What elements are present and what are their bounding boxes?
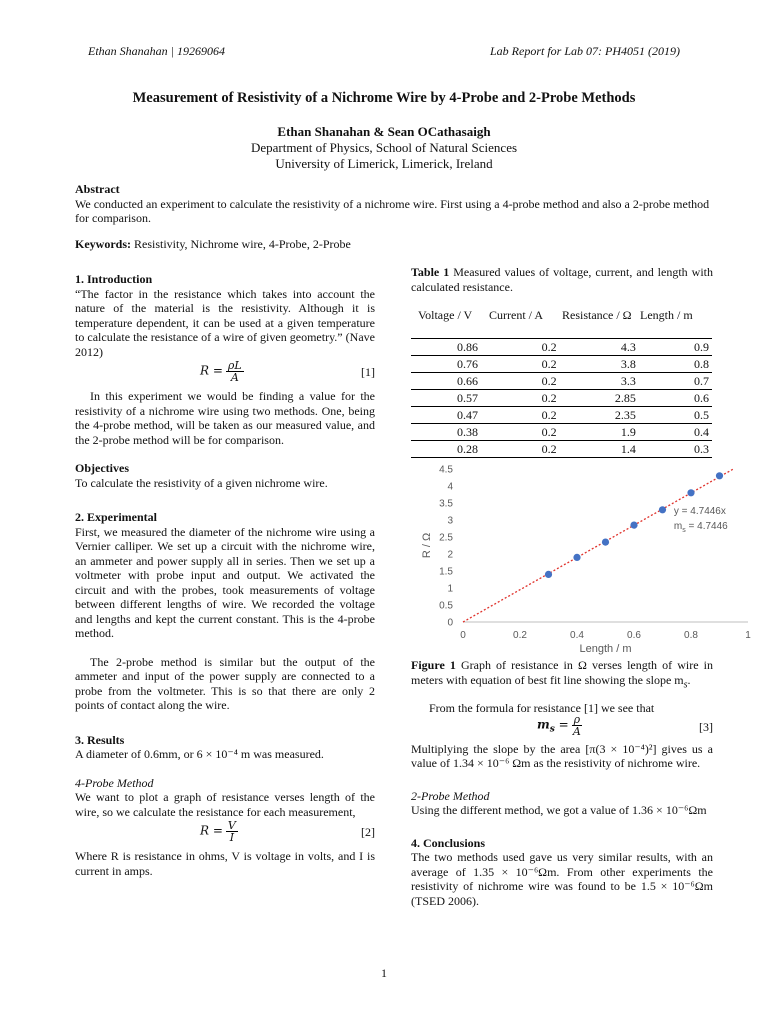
- figure-caption: [411, 658, 713, 692]
- keywords: [75, 237, 715, 252]
- table-cell: 0.2: [481, 424, 560, 441]
- resistance-length-chart: [408, 455, 768, 655]
- data-point: [545, 571, 552, 578]
- experimental-para2: The 2-probe method is similar but the output of the ammeter and input of the power supply are connected to a probe from the voltmeter. This is so that there are only 2 points of contact along the wire.: [75, 654, 375, 712]
- table-row: [411, 339, 712, 356]
- eq1-denominator: A: [230, 371, 239, 384]
- table-cell: 0.4: [639, 424, 712, 441]
- eq2-tag: [2]: [361, 825, 375, 839]
- data-point: [573, 554, 580, 561]
- table-cell: 0.2: [481, 373, 560, 390]
- data-point: [602, 539, 609, 546]
- x-tick-label: 0.2: [513, 630, 527, 641]
- header-lab: Lab Report for Lab 07: PH4051 (2019): [490, 44, 680, 58]
- abstract-text: We conducted an experiment to calculate the resistivity of a nichrome wire. First using a 4-probe method and also a 2-probe method for comparison.: [75, 196, 710, 225]
- figure-caption-end: .: [687, 672, 691, 687]
- page-number: 1: [381, 966, 387, 980]
- objectives-text: To calculate the resistivity of a given nichrome wire.: [75, 475, 328, 490]
- results-diameter: A diameter of 0.6mm, or 6 × 10⁻⁴ m was measured.: [75, 747, 324, 761]
- y-tick-label: 1: [447, 583, 453, 595]
- table-cell: 0.66: [411, 373, 481, 390]
- equation-2: [75, 819, 375, 849]
- data-table: [411, 338, 712, 458]
- abstract-heading: Abstract: [75, 182, 120, 196]
- y-tick-label: 3: [447, 515, 453, 527]
- conclusions-heading: 4. Conclusions: [411, 835, 486, 850]
- eq3-lhs: m: [537, 716, 550, 731]
- table-header-length: Length / m: [640, 308, 693, 322]
- table-header-resistance: Resistance / Ω: [562, 308, 632, 322]
- table-cell: 3.3: [560, 373, 639, 390]
- two-probe-heading: 2-Probe Method: [411, 788, 490, 803]
- table-cell: 0.3: [639, 441, 712, 458]
- y-tick-label: 4.5: [439, 464, 453, 476]
- eq3-numerator: ρ: [573, 712, 581, 726]
- eq2-numerator: V: [227, 819, 236, 832]
- objectives-heading: Objectives: [75, 461, 129, 475]
- eq3-tag: [3]: [699, 719, 713, 734]
- experimental-para1: First, we measured the diameter of the nichrome wire using a Vernier calliper. We set up a circuit with the nichrome wire, an ammeter and power supply all in series. Then we set up a voltmeter with probe input and output. We activated the circuit and with the probes, took measurements of voltage between different lengths of wire. We recorded the voltage and lengths and kept the current constant. This is the 4-probe method.: [75, 524, 375, 640]
- two-probe-text: Using the different method, we got a value of 1.36 × 10⁻⁶Ωm: [411, 803, 707, 817]
- table-row: [411, 407, 712, 424]
- x-tick-label: 0: [460, 630, 466, 641]
- y-tick-label: 4: [447, 481, 453, 493]
- data-point: [659, 506, 666, 513]
- table-cell: 1.4: [560, 441, 639, 458]
- trendline-slope-label: $m_s = 4.7446$: [673, 520, 728, 534]
- results-heading: 3. Results: [75, 732, 125, 747]
- eq2-fraction: [226, 820, 238, 843]
- figure-caption-label: Figure 1: [411, 658, 456, 672]
- experimental-heading: 2. Experimental: [75, 510, 157, 524]
- intro-heading: 1. Introduction: [75, 272, 153, 286]
- table-cell: 0.9: [639, 339, 712, 356]
- four-probe-heading: 4-Probe Method: [75, 775, 154, 790]
- table-cell: 0.6: [639, 390, 712, 407]
- data-point: [630, 522, 637, 529]
- table-row: [411, 424, 712, 441]
- table-cell: 0.2: [481, 390, 560, 407]
- table-cell: 0.2: [481, 356, 560, 373]
- data-point: [716, 472, 723, 479]
- table-cell: 0.8: [639, 356, 712, 373]
- intro-paragraph: In this experiment we would be finding a value for the resistivity of a nichrome wire using two methods. One, being the 4-probe method, will be taken as our measured value, and the 2-probe method will be for comparison.: [75, 389, 375, 447]
- keywords-label: Keywords:: [75, 237, 131, 251]
- table-cell: 4.3: [560, 339, 639, 356]
- table-cell: 0.2: [481, 407, 560, 424]
- table-caption-text: Measured values of voltage, current, and length with calculated resistance.: [411, 265, 713, 294]
- figure-caption-sub: s: [683, 678, 688, 690]
- keywords-text: Resistivity, Nichrome wire, 4-Probe, 2-Probe: [134, 237, 351, 251]
- table-header-voltage: Voltage / V: [418, 308, 473, 322]
- header-author: Ethan Shanahan | 19269064: [88, 44, 225, 58]
- eq3-sub: s: [549, 724, 555, 735]
- eq1-lhs: R =: [200, 363, 223, 378]
- author-department: Department of Physics, School of Natural Sciences: [250, 140, 518, 155]
- table-cell: 0.28: [411, 441, 481, 458]
- table-header-current: Current / A: [489, 308, 543, 322]
- table-row: [411, 390, 712, 407]
- y-tick-label: 2.5: [439, 532, 453, 544]
- y-tick-label: 2: [447, 549, 453, 561]
- table-cell: 0.5: [639, 407, 712, 424]
- x-tick-label: 0.6: [627, 630, 641, 641]
- author-names: Ethan Shanahan & Sean OCathasaigh: [277, 124, 491, 139]
- table-caption: [411, 265, 713, 294]
- conclusions-text: The two methods used gave us very similar results, with an average of 1.35 × 10⁻⁶Ωm. From other experiments the resistivity of nichrome wire was found to be 1.5 × 10⁻⁶Ωm (TSED 2006).: [411, 850, 713, 908]
- equation-3: [411, 712, 713, 742]
- eq3-denominator: A: [572, 724, 581, 738]
- left-column: [75, 272, 375, 878]
- eq1-numerator: ρL: [227, 359, 242, 372]
- x-tick-label: 0.4: [570, 630, 584, 641]
- y-tick-label: 0: [447, 617, 453, 629]
- paper-title: Measurement of Resistivity of a Nichrome Wire by 4-Probe and 2-Probe Methods: [132, 90, 636, 106]
- table-cell: 0.38: [411, 424, 481, 441]
- eq3-eq: =: [554, 716, 569, 731]
- y-tick-label: 0.5: [439, 600, 453, 612]
- equation-1: [75, 359, 375, 389]
- table-cell: 0.86: [411, 339, 481, 356]
- table-cell: 0.76: [411, 356, 481, 373]
- author-university: University of Limerick, Limerick, Ireland: [275, 156, 493, 171]
- formula-section: [411, 701, 713, 908]
- results-where: Where R is resistance in ohms, V is voltage in volts, and I is current in amps.: [75, 849, 375, 878]
- table-cell: 3.8: [560, 356, 639, 373]
- table-row: [411, 373, 712, 390]
- x-tick-label: 1: [745, 630, 751, 641]
- formula-intro: From the formula for resistance [1] we see that: [429, 701, 655, 715]
- eq1-tag: [1]: [361, 365, 375, 379]
- author-block: [0, 124, 768, 172]
- table-cell: 2.85: [560, 390, 639, 407]
- table-cell: 0.47: [411, 407, 481, 424]
- table-row: [411, 356, 712, 373]
- eq1-fraction: [226, 360, 244, 383]
- table-cell: 0.2: [481, 441, 560, 458]
- results-paragraph: We want to plot a graph of resistance verses length of the wire, so we calculate the resistance for each measurement,: [75, 790, 375, 819]
- figure-caption-text: Graph of resistance in Ω verses length of wire in meters with equation of best fit line showing the slope m: [411, 658, 713, 687]
- table-cell: 0.57: [411, 390, 481, 407]
- table-cell: 1.9: [560, 424, 639, 441]
- data-point: [687, 489, 694, 496]
- eq2-denominator: I: [229, 831, 235, 844]
- abstract-section: [75, 182, 715, 226]
- table-cell: 0.2: [481, 339, 560, 356]
- formula-paragraph: Multiplying the slope by the area [π(3 × 10⁻⁴)²] gives us a value of 1.34 × 10⁻⁶ Ωm as the resistivity of nichrome wire.: [411, 741, 713, 770]
- eq3-fraction: [572, 714, 582, 737]
- y-axis-label: R / Ω: [421, 532, 433, 559]
- x-tick-label: 0.8: [684, 630, 698, 641]
- trendline-equation: y = 4.7446x: [673, 505, 726, 517]
- table-cell: 0.7: [639, 373, 712, 390]
- eq2-lhs: R =: [200, 823, 223, 838]
- table-caption-label: Table 1: [411, 265, 450, 279]
- intro-quote: “The factor in the resistance which takes into account the nature of the material is the resistivity. Although it is temperature dependent, it can be used at a given temperature to calculate the resistance of a wire of given geometry.” (Nave 2012): [75, 286, 375, 359]
- x-axis-label: Length / m: [579, 643, 632, 655]
- table-cell: 2.35: [560, 407, 639, 424]
- y-tick-label: 1.5: [439, 566, 453, 578]
- y-tick-label: 3.5: [439, 498, 453, 510]
